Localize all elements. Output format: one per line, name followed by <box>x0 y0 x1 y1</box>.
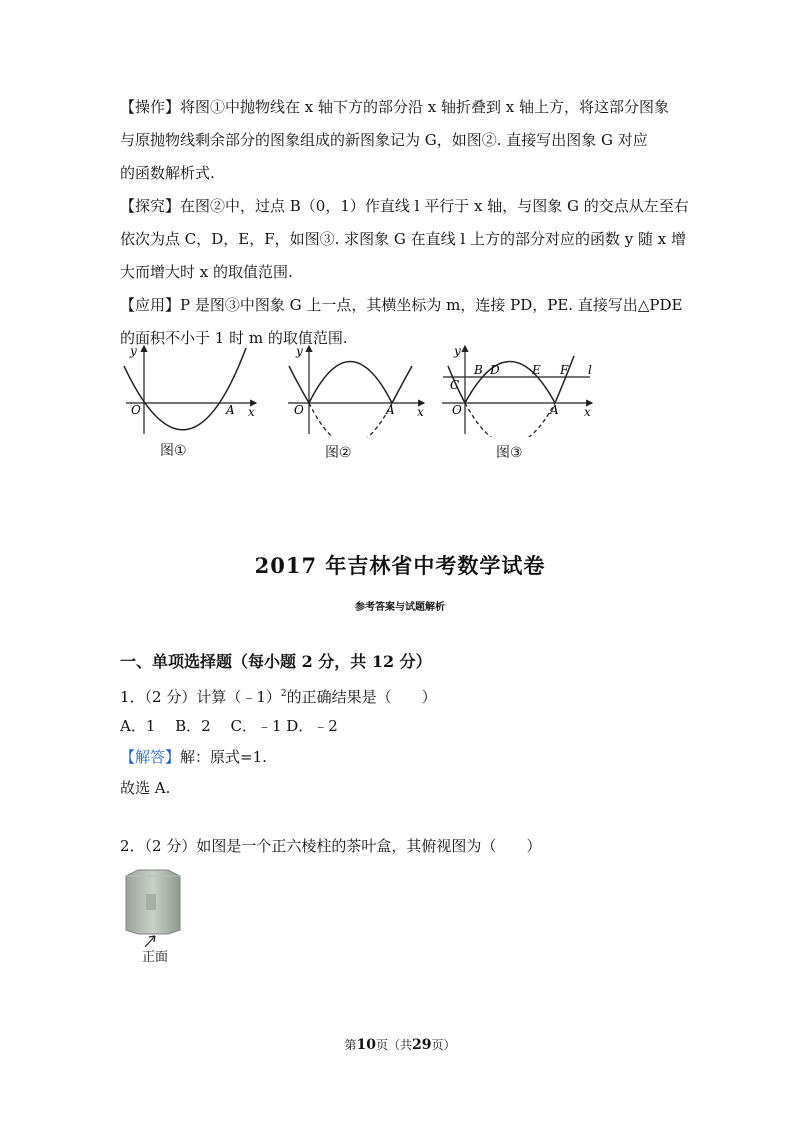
fig3-c-label: C <box>450 378 460 392</box>
fig1-y-label: y <box>130 344 137 358</box>
explore-line-2: 依次为点 C，D，E，F，如图③. 求图象 G 在直线 l 上方的部分对应的函数 y 随 x 增 <box>120 230 687 248</box>
fig3-d-label: D <box>490 363 500 377</box>
apply-line-2: 的面积不小于 1 时 m 的取值范围. <box>120 329 348 347</box>
fig3-b-label: B <box>474 363 483 377</box>
fig1-caption: 图① <box>160 443 187 459</box>
operation-line-3: 的函数解析式. <box>120 164 215 182</box>
page-footer <box>0 1036 800 1053</box>
question-1 <box>120 684 437 707</box>
fig2-a-label: A <box>386 403 395 417</box>
question-1-choice: 故选 A. <box>120 779 171 797</box>
footer-page-number: 10 <box>356 1037 376 1053</box>
figure-1 <box>118 342 263 437</box>
operation-line-2: 与原抛物线剩余部分的图象组成的新图象记为 G，如图②. 直接写出图象 G 对应 <box>120 131 648 149</box>
operation-line-1: 【操作】将图①中抛物线在 x 轴下方的部分沿 x 轴折叠到 x 轴上方，将这部分图象 <box>120 98 669 116</box>
tea-box-figure <box>120 868 186 938</box>
fig1-origin-label: O <box>131 403 141 417</box>
question-1-options: A．1 B．2 C．﹣1 D．﹣2 <box>120 717 338 735</box>
fig2-x-label: x <box>417 405 424 419</box>
fig1-x-label: x <box>248 405 255 419</box>
question-1-answer <box>120 747 267 767</box>
question-1-exponent: 2 <box>280 689 287 699</box>
fig2-caption: 图② <box>325 445 352 461</box>
page-subtitle: 参考答案与试题解析 <box>355 602 445 613</box>
answer-text: 解：原式=1. <box>180 748 267 766</box>
fig2-y-label: y <box>296 344 303 358</box>
fig3-l-label: l <box>588 363 592 377</box>
page-title: 2017 年吉林省中考数学试卷 <box>254 553 546 578</box>
question-1-text-post: 的正确结果是（ ） <box>286 688 437 706</box>
explore-line-3: 大而增大时 x 的取值范围. <box>120 263 293 281</box>
fig2-origin-label: O <box>294 403 304 417</box>
fig3-y-label: y <box>454 344 461 358</box>
apply-line-1: 【应用】P 是图③中图象 G 上一点，其横坐标为 m，连接 PD，PE. 直接写出△PDE <box>120 296 683 314</box>
footer-total-pages: 29 <box>412 1037 432 1053</box>
fig3-e-label: E <box>532 363 541 377</box>
fig1-a-label: A <box>226 403 235 417</box>
answer-tag: 【解答】 <box>120 748 181 766</box>
footer-mid: 页（共 <box>375 1038 412 1052</box>
explore-line-1: 【探究】在图②中，过点 B（0，1）作直线 l 平行于 x 轴，与图象 G 的交点从左至右 <box>120 197 689 215</box>
figure-2 <box>284 342 429 437</box>
footer-suffix: 页） <box>431 1038 456 1052</box>
question-1-text-pre: 1．（2 分）计算（﹣1） <box>120 688 281 706</box>
figure-3 <box>440 342 600 437</box>
fig3-f-label: F <box>560 363 569 377</box>
fig3-a-label: A <box>550 403 559 417</box>
fig3-caption: 图③ <box>496 445 523 461</box>
section-heading: 一、单项选择题（每小题 2 分，共 12 分） <box>120 652 432 671</box>
question-2: 2．（2 分）如图是一个正六棱柱的茶叶盒，其俯视图为（ ） <box>120 837 542 855</box>
footer-prefix: 第 <box>344 1038 357 1052</box>
fig3-origin-label: O <box>452 403 462 417</box>
fig3-x-label: x <box>584 405 591 419</box>
front-label: 正面 <box>142 950 169 965</box>
